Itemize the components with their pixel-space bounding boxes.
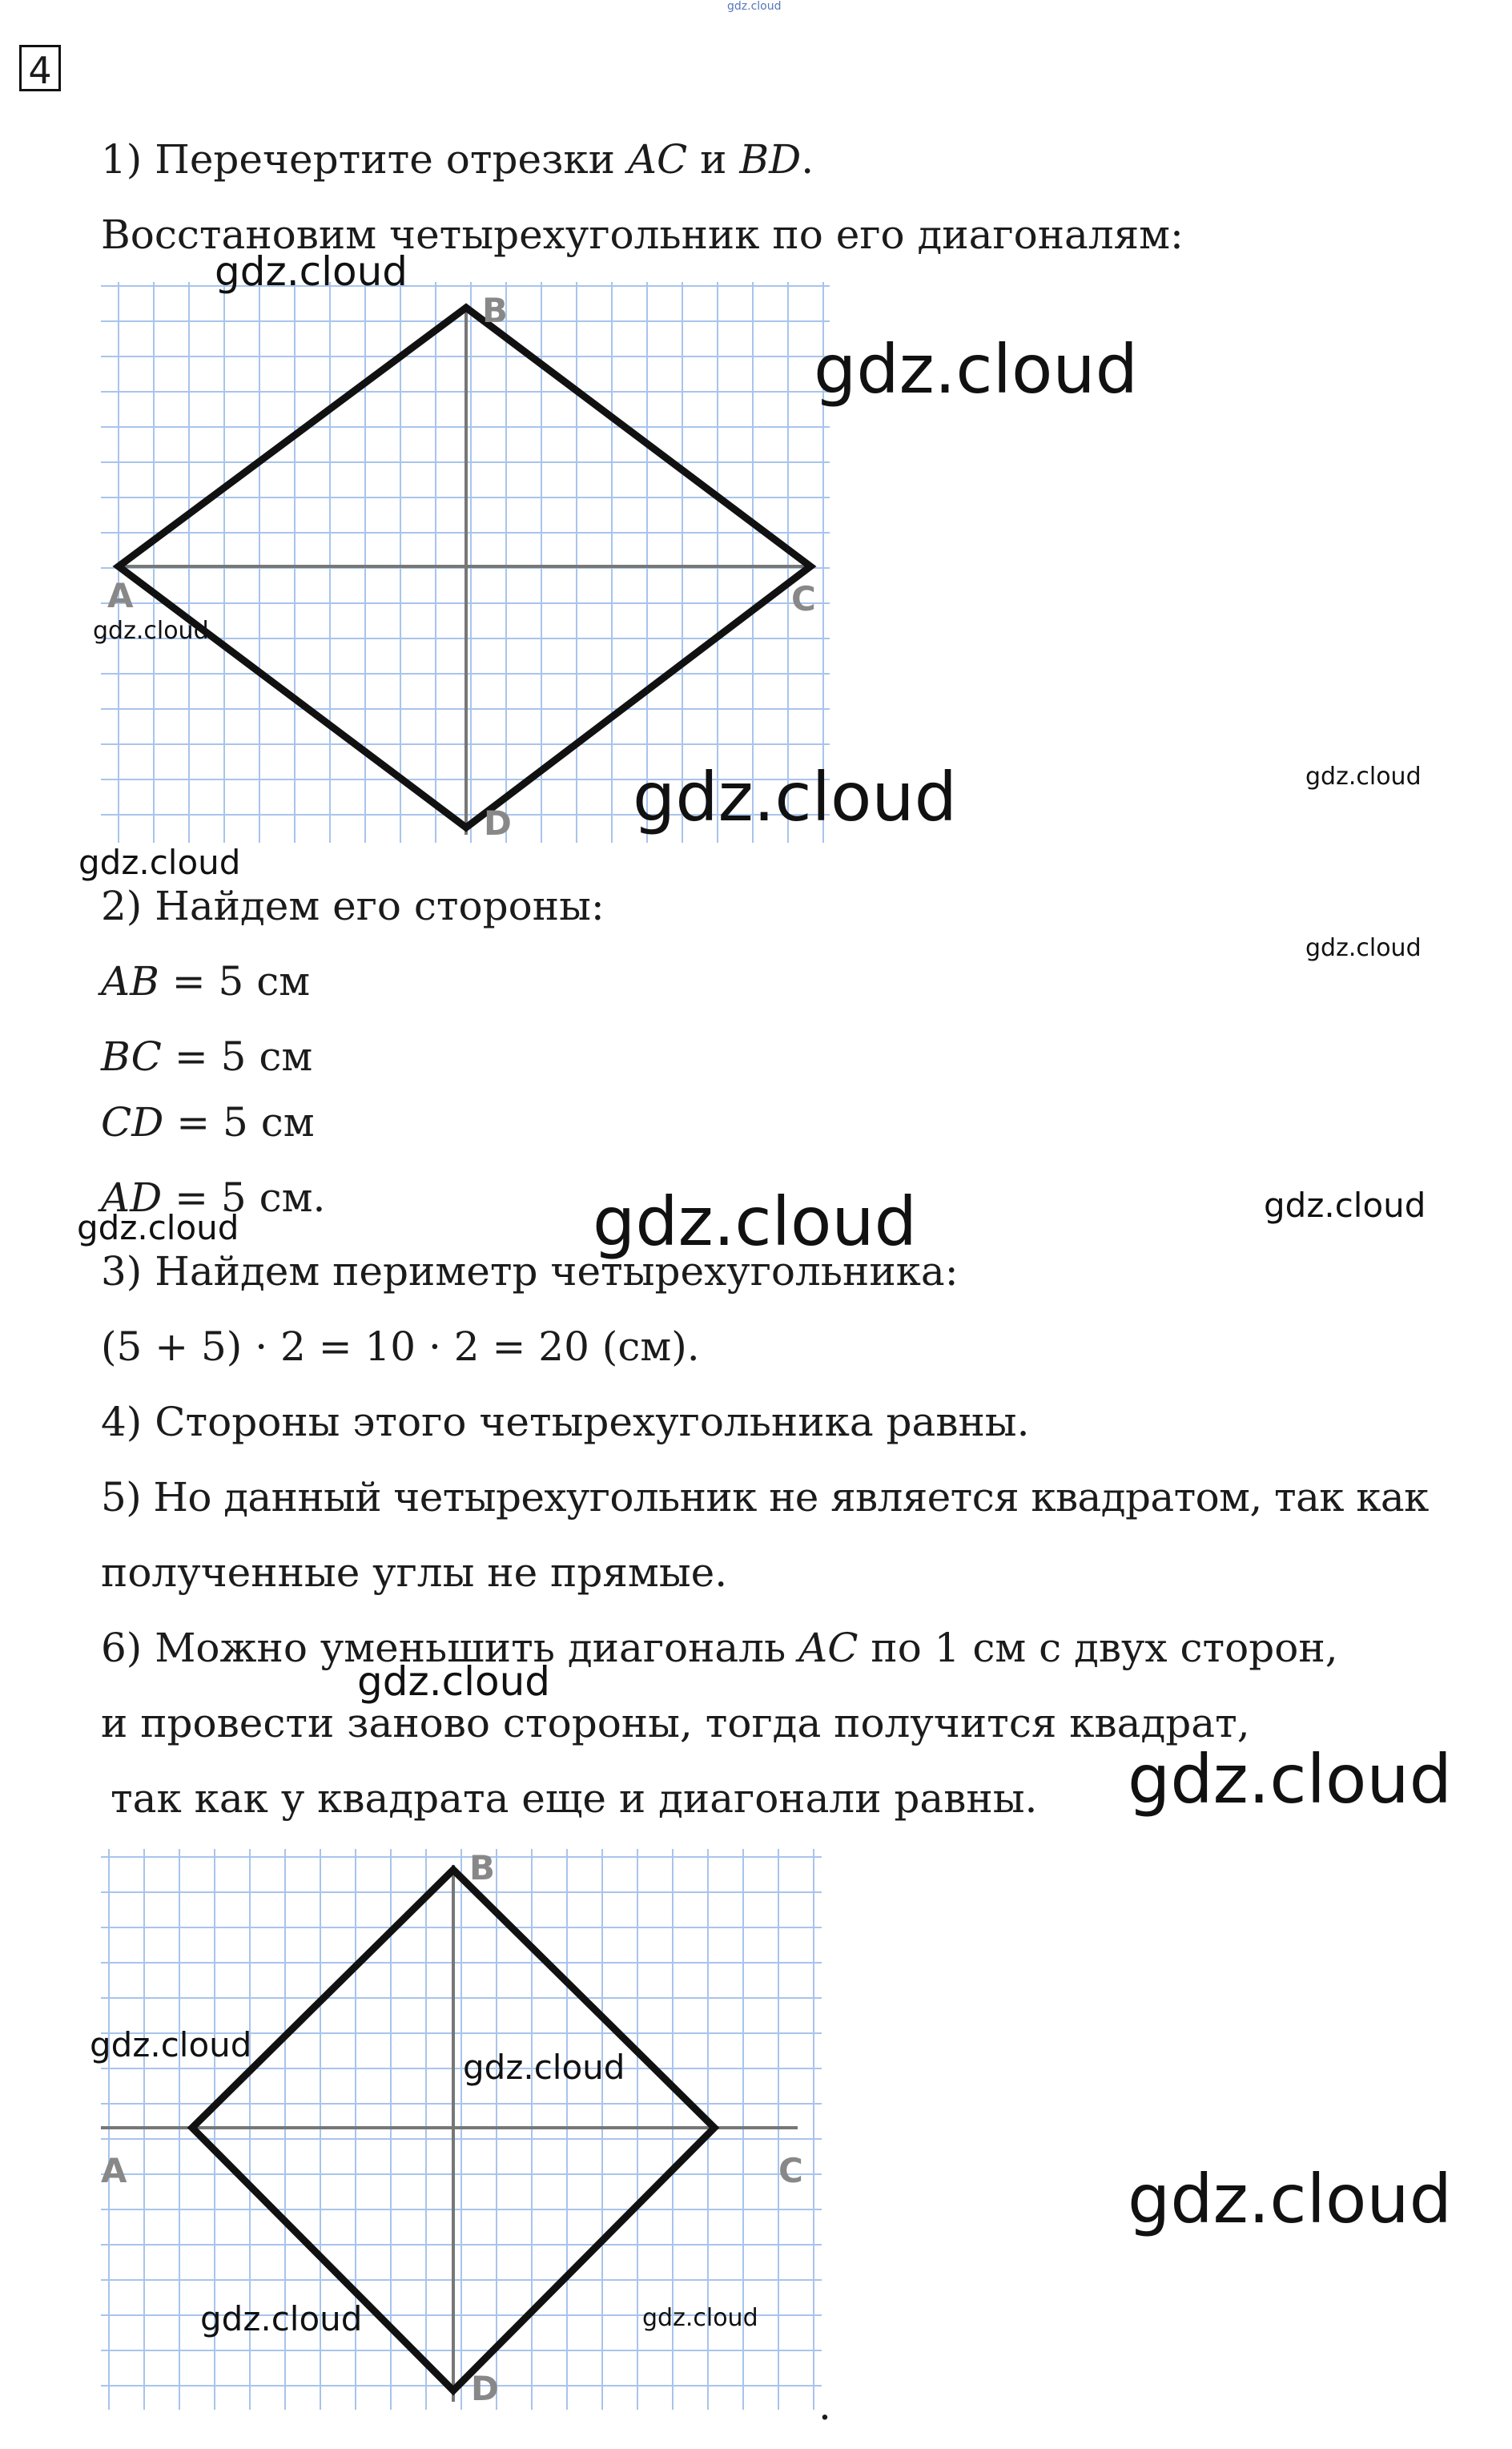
side-bc — [101, 1032, 312, 1082]
step2-heading: 2) Найдем его стороны: — [101, 883, 605, 929]
step3-heading: 3) Найдем периметр четырехугольника: — [101, 1248, 959, 1295]
step6-prefix: 6) Можно уменьшить диагональ — [101, 1625, 799, 1671]
watermark: gdz.cloud — [1305, 934, 1422, 962]
vertex-d-label: D — [484, 804, 512, 843]
side-name: BC — [101, 1033, 162, 1080]
step1-prefix: 1) Перечертите отрезки — [101, 136, 628, 183]
perimeter-calc: (5 + 5) · 2 = 10 · 2 = 20 (см). — [101, 1323, 700, 1370]
side-eq: = 5 см — [163, 1099, 315, 1146]
side-cd — [101, 1098, 315, 1147]
watermark: gdz.cloud — [200, 2299, 363, 2338]
vertex-a-label-2: A — [101, 2151, 127, 2190]
watermark: gdz.cloud — [642, 2304, 758, 2332]
watermark-hidden: gdz.cloud — [841, 2429, 845, 2430]
step6-suffix: по 1 см с двух сторон, — [858, 1625, 1338, 1671]
side-eq: = 5 см — [161, 1033, 313, 1080]
watermark: gdz.cloud — [77, 1208, 239, 1247]
watermark: gdz.cloud — [215, 248, 408, 295]
side-ab — [101, 957, 310, 1006]
watermark: gdz.cloud — [90, 2025, 252, 2064]
task-number: 4 — [19, 45, 61, 91]
vertex-d-label-2: D — [471, 2369, 499, 2408]
watermark: gdz.cloud — [1305, 763, 1422, 791]
watermark: gdz.cloud — [593, 1182, 917, 1261]
side-eq: = 5 см — [159, 958, 311, 1005]
step1-conj: и — [687, 136, 740, 183]
vertex-b-label-2: B — [469, 1849, 496, 1887]
watermark-top: gdz.cloud — [727, 0, 782, 13]
step6-line1 — [101, 1623, 1338, 1673]
side-name: CD — [101, 1099, 164, 1146]
watermark: gdz.cloud — [1264, 1186, 1426, 1225]
side-eq: = 5 см. — [162, 1174, 326, 1221]
step6-line2: и провести заново стороны, тогда получится квадрат, — [101, 1700, 1250, 1746]
segment-bd: BD — [739, 136, 802, 183]
step4-text: 4) Стороны этого четырехугольника равны. — [101, 1399, 1030, 1445]
segment-ac: AC — [627, 136, 688, 183]
watermark: gdz.cloud — [633, 758, 957, 836]
watermark: gdz.cloud — [93, 617, 209, 645]
watermark: gdz.cloud — [1128, 2160, 1452, 2238]
step5-line2: полученные углы не прямые. — [101, 1549, 728, 1596]
side-name: AD — [101, 1174, 163, 1221]
vertex-c-label-2: C — [778, 2151, 803, 2190]
watermark: gdz.cloud — [463, 2048, 625, 2087]
side-name: AB — [101, 958, 159, 1005]
watermark: gdz.cloud — [78, 843, 241, 882]
vertex-b-label: B — [482, 291, 509, 330]
end-mark: . — [818, 2383, 831, 2429]
watermark: gdz.cloud — [357, 1658, 551, 1705]
segment-ac-2: AC — [798, 1625, 859, 1671]
vertex-c-label: C — [791, 579, 816, 618]
step6-line3: так как у квадрата еще и диагонали равны. — [111, 1775, 1038, 1822]
watermark: gdz.cloud — [1128, 1740, 1452, 1819]
step5-line1: 5) Но данный четырехугольник не является квадратом, так как — [101, 1474, 1429, 1521]
watermark: gdz.cloud — [814, 330, 1138, 409]
vertex-a-label: A — [107, 576, 134, 615]
step1-text — [101, 135, 814, 184]
step1-suffix: . — [801, 136, 814, 183]
restore-text: Восстановим четырехугольник по его диагоналям: — [101, 211, 1184, 258]
